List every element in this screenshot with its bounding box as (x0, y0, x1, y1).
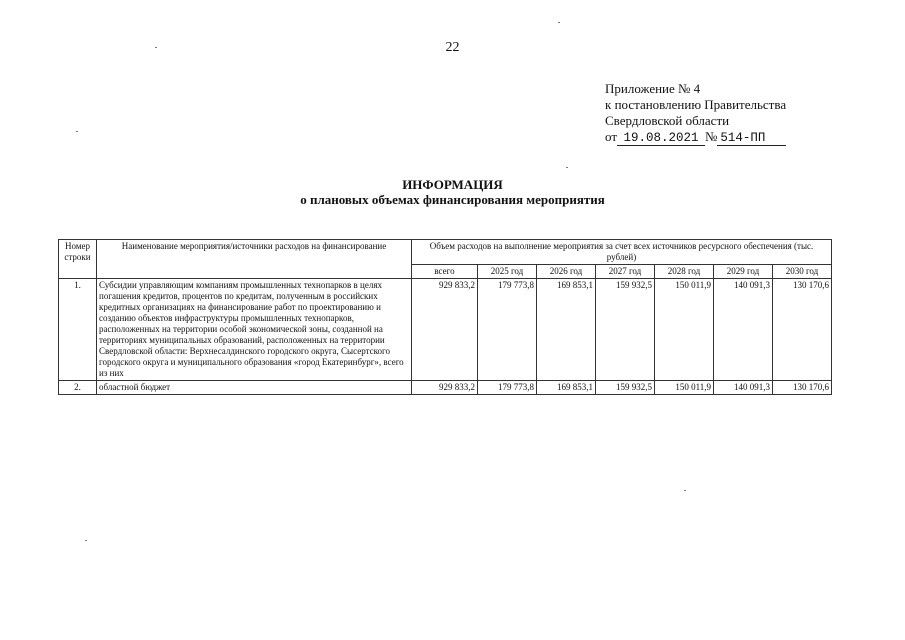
row-name-cell (97, 279, 412, 381)
row-value: 169 853,1 (537, 279, 596, 381)
row-value: 179 773,8 (478, 381, 537, 395)
header-volume: Объем расходов на выполнение мероприятия за счет всех источников ресурсного обеспечения (тыс. рублей) (412, 240, 832, 265)
title-subtitle: о плановых объемах финансирования мероприятия (300, 192, 605, 207)
row-value: 130 170,6 (773, 279, 832, 381)
appendix-resolution: к постановлению Правительства (605, 97, 787, 112)
resolution-number: 514-ПП (717, 132, 786, 146)
table-row (59, 381, 832, 395)
row-value: 179 773,8 (478, 279, 537, 381)
table-header-row (59, 240, 832, 265)
row-name: Субсидии управляющим компаниям промышленных технопарков в целях погашения кредитов, процентов по кредитам, полученным в российских кредитных организациях на финансирование работ по проектированию и созданию объектов инфраструктуры промышленных технопарков, расположенных на территории особой экономической зоны, созданной на территориях муниципальных образований, расположенных на территории Свердловской области: Верхнесалдинского городского округа, Сысертского городского округа и муниципального образования «город Екатеринбург», всего (99, 280, 404, 367)
row-total: 929 833,2 (412, 381, 478, 395)
scan-speck (155, 47, 157, 48)
appendix-region: Свердловской области (605, 113, 730, 128)
header-number: Номер строки (59, 240, 97, 279)
row-value: 140 091,3 (714, 381, 773, 395)
from-prefix: от (605, 129, 618, 144)
resolution-date: 19.08.2021 (617, 132, 705, 146)
appendix-title: Приложение № 4 (605, 81, 701, 96)
row-value: 150 011,9 (655, 279, 714, 381)
header-year: 2027 год (596, 265, 655, 279)
table-row (59, 279, 832, 381)
scan-speck (558, 22, 560, 23)
scan-speck (566, 167, 568, 168)
header-year: 2028 год (655, 265, 714, 279)
row-value: 130 170,6 (773, 381, 832, 395)
row-value: 150 011,9 (655, 381, 714, 395)
header-name: Наименование мероприятия/источники расходов на финансирование (97, 240, 412, 279)
header-year: 2030 год (773, 265, 832, 279)
row-value: 169 853,1 (537, 381, 596, 395)
row-number: 2. (59, 381, 97, 395)
scan-speck (76, 131, 78, 132)
row-name-suffix: из них (99, 368, 124, 378)
header-year: 2025 год (478, 265, 537, 279)
row-value: 140 091,3 (714, 279, 773, 381)
header-year: 2029 год (714, 265, 773, 279)
row-number: 1. (59, 279, 97, 381)
appendix-date-line (605, 129, 786, 146)
scan-speck (684, 490, 686, 491)
row-total: 929 833,2 (412, 279, 478, 381)
row-value: 159 932,5 (596, 381, 655, 395)
row-name: областной бюджет (97, 381, 412, 395)
row-value: 159 932,5 (596, 279, 655, 381)
appendix-block (605, 81, 786, 146)
scan-speck (85, 540, 87, 541)
number-prefix: № (705, 129, 718, 144)
page-number: 22 (445, 40, 460, 55)
header-total: всего (412, 265, 478, 279)
financing-table (58, 239, 832, 395)
document-title (0, 177, 905, 207)
title-main: ИНФОРМАЦИЯ (402, 177, 503, 192)
header-year: 2026 год (537, 265, 596, 279)
